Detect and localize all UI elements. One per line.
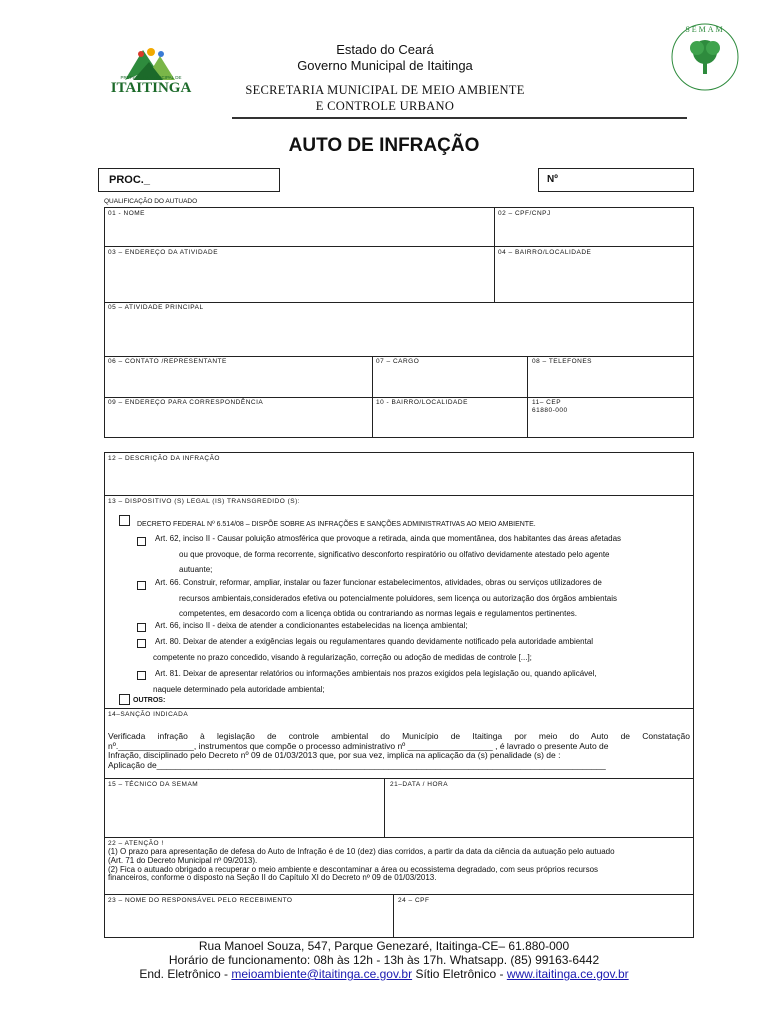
row-divider	[104, 495, 694, 496]
atencao-line2: (Art. 71 do Decreto Municipal nº 09/2013).	[108, 855, 258, 865]
field-bairro-localidade[interactable]: 10 - BAIRRO/LOCALIDADE	[376, 399, 468, 406]
art66-line1: Art. 66. Construir, reformar, ampliar, instalar ou fazer funcionar estabelecimentos, atividades, obras ou serviços utilizadores de	[155, 578, 602, 587]
cep-value: 61880-000	[532, 407, 568, 414]
email-link[interactable]: meioambiente@itaitinga.ce.gov.br	[231, 967, 413, 981]
proc-field[interactable]	[98, 168, 280, 192]
row-divider	[104, 837, 694, 838]
semam-logo	[670, 22, 740, 92]
sancao-text	[108, 732, 690, 770]
secretariat-line2: E CONTROLE URBANO	[315, 99, 455, 113]
field-descricao[interactable]: 12 – DESCRIÇÃO DA INFRAÇÃO	[108, 455, 220, 462]
col-divider	[384, 778, 385, 838]
field-responsavel[interactable]: 23 – NOME DO RESPONSÁVEL PELO RECEBIMENTO	[108, 897, 293, 904]
sancao-line2: nº.________________, instrumentos que compõe o processo administrativo nº __________________ , é lavrado o presente Auto de	[108, 740, 609, 751]
field-endereco-atividade[interactable]: 03 – ENDEREÇO DA ATIVIDADE	[108, 249, 219, 256]
footer-address: Rua Manoel Souza, 547, Parque Genezaré, Itaitinga-CE– 61.880-000	[198, 939, 570, 953]
row-divider	[104, 356, 694, 357]
col-divider	[372, 356, 373, 438]
email-prefix: End. Eletrônico -	[139, 967, 232, 981]
field-sancao: 14–SANÇÃO INDICADA	[108, 711, 189, 718]
row-divider	[104, 302, 694, 303]
field-contato[interactable]: 06 – CONTATO /REPRESENTANTE	[108, 358, 227, 365]
art62-checkbox[interactable]	[137, 537, 146, 546]
itaitinga-logo	[105, 42, 197, 102]
field-endereco-correspondencia[interactable]: 09 – ENDEREÇO PARA CORRESPONDÊNCIA	[108, 399, 264, 406]
field-bairro[interactable]: 04 – BAIRRO/LOCALIDADE	[498, 249, 592, 256]
decree-text: DECRETO FEDERAL Nº 6.514/08 – DISPÕE SOBRE AS INFRAÇÕES E SANÇÕES ADMINISTRATIVAS AO MEIO AMBIENTE.	[137, 521, 536, 528]
row-divider	[104, 397, 694, 398]
logo-subtitle: PREFEITURA MUNICIPAL DE	[120, 75, 182, 80]
field-tecnico[interactable]: 15 – TÉCNICO DA SEMAM	[108, 781, 199, 788]
art80-checkbox[interactable]	[137, 639, 146, 648]
art66-checkbox[interactable]	[137, 581, 146, 590]
art62-text	[155, 531, 695, 578]
art80-line1: Art. 80. Deixar de atender a exigências legais ou regulamentares quando devidamente notificado pela autoridade ambiental	[155, 637, 594, 646]
field-atencao: 22 – ATENÇÃO !	[108, 840, 164, 847]
row-divider	[104, 246, 694, 247]
decree-checkbox[interactable]	[119, 515, 130, 526]
site-link[interactable]: www.itaitinga.ce.gov.br	[506, 967, 629, 981]
art66-ii-checkbox[interactable]	[137, 623, 146, 632]
outros-checkbox[interactable]	[119, 694, 130, 705]
logo-name: ITAITINGA	[110, 80, 192, 96]
row-divider	[104, 894, 694, 895]
field-telefones[interactable]: 08 – TELEFONES	[532, 358, 592, 365]
col-divider	[393, 894, 394, 938]
atencao-line4: financeiros, conforme o disposto na Seção II do Capítulo XI do Decreto nº 09 de 01/03/2013.	[108, 873, 437, 883]
number-label: Nº	[547, 174, 558, 185]
footer-contacts	[0, 967, 768, 981]
outros-label: OUTROS:	[133, 697, 166, 704]
header-rule	[232, 117, 687, 119]
field-cargo[interactable]: 07 – CARGO	[376, 358, 420, 365]
field-cep[interactable]: 11– CEP	[532, 399, 562, 406]
footer-hours: Horário de funcionamento: 08h às 12h - 13h às 17h. Whatsapp. (85) 99163-6442	[168, 953, 600, 967]
art80-text	[155, 634, 695, 665]
col-divider	[527, 356, 528, 438]
art62-line3: autuante;	[179, 565, 213, 574]
art66-line3: competentes, em desacordo com a licença obtida ou contrariando as normas legais e regulamentos pertinentes.	[179, 609, 578, 618]
atencao-line3: (2) Fica o autuado obrigado a recuperar o meio ambiente e descontaminar a área ou ecossistema degradado, com seus próprios recursos	[108, 864, 599, 874]
row-divider	[104, 708, 694, 709]
row-divider	[104, 778, 694, 779]
field-atividade-principal[interactable]: 05 – ATIVIDADE PRINCIPAL	[108, 304, 204, 311]
atencao-text	[108, 848, 692, 883]
sancao-line4: Aplicação de_______________________________________________________________________________________________	[108, 759, 606, 770]
sancao-line3: Infração, disciplinado pelo Decreto nº 09 de 01/03/2013 que, por sua vez, implica na aplicação da (s) penalidade (s) de :	[108, 750, 561, 760]
section-label: QUALIFICAÇÃO DO AUTUADO	[104, 198, 198, 205]
art62-line1: Art. 62, inciso II - Causar poluição atmosférica que provoque a retirada, ainda que momentânea, dos habitantes das áreas afetadas	[155, 534, 622, 543]
field-cpf-cnpj[interactable]: 02 – CPF/CNPJ	[498, 210, 551, 217]
field-dispositivo: 13 – DISPOSITIVO (S) LEGAL (IS) TRANSGREDIDO (S):	[108, 498, 301, 505]
field-data-hora[interactable]: 21–DATA / HORA	[390, 781, 449, 788]
site-prefix: Sítio Eletrônico -	[412, 967, 507, 981]
art81-line1: Art. 81. Deixar de apresentar relatórios ou informações ambientais nos prazos exigidos pela legislação ou, quando aplicável,	[155, 669, 597, 678]
state-name: Estado do Ceará	[336, 42, 434, 57]
number-field[interactable]	[538, 168, 694, 192]
document-title: AUTO DE INFRAÇÃO	[288, 135, 480, 156]
art81-checkbox[interactable]	[137, 671, 146, 680]
art66-ii-text: Art. 66, inciso II - deixa de atender a condicionantes estabelecidas na licença ambiental;	[155, 621, 468, 630]
proc-label: PROC._	[109, 174, 150, 186]
field-cpf[interactable]: 24 – CPF	[398, 897, 430, 904]
art62-line2: ou que provoque, de forma recorrente, significativo desconforto respiratório ou olfativo devidamente atestado pelo agente	[179, 549, 610, 559]
col-divider	[494, 207, 495, 303]
art66-text	[155, 575, 695, 622]
government-name: Governo Municipal de Itaitinga	[297, 58, 473, 73]
sancao-line1: Verificada infração à legislação de controle ambiental do Município de Itaitinga por meio do Auto de Constatação	[108, 731, 690, 741]
atencao-line1: (1) O prazo para apresentação de defesa do Auto de Infração é de 10 (dez) dias corridos, a partir da data da ciência da autuação pelo autuado	[108, 847, 615, 856]
art66-line2: recursos ambientais,considerados efetiva ou potencialmente poluidores, sem licença ou autorização dos órgãos ambientais	[179, 593, 618, 603]
field-nome[interactable]: 01 - NOME	[108, 210, 146, 217]
semam-text: SEMAM	[685, 25, 725, 34]
art80-line2: competente no prazo concedido, visando à regularização, correção ou adoção de medidas de controle [...];	[153, 652, 532, 662]
art81-text	[155, 666, 695, 697]
art81-line2: naquele determinado pela autoridade ambiental;	[153, 684, 325, 694]
secretariat-line1: SECRETARIA MUNICIPAL DE MEIO AMBIENTE	[245, 83, 525, 97]
